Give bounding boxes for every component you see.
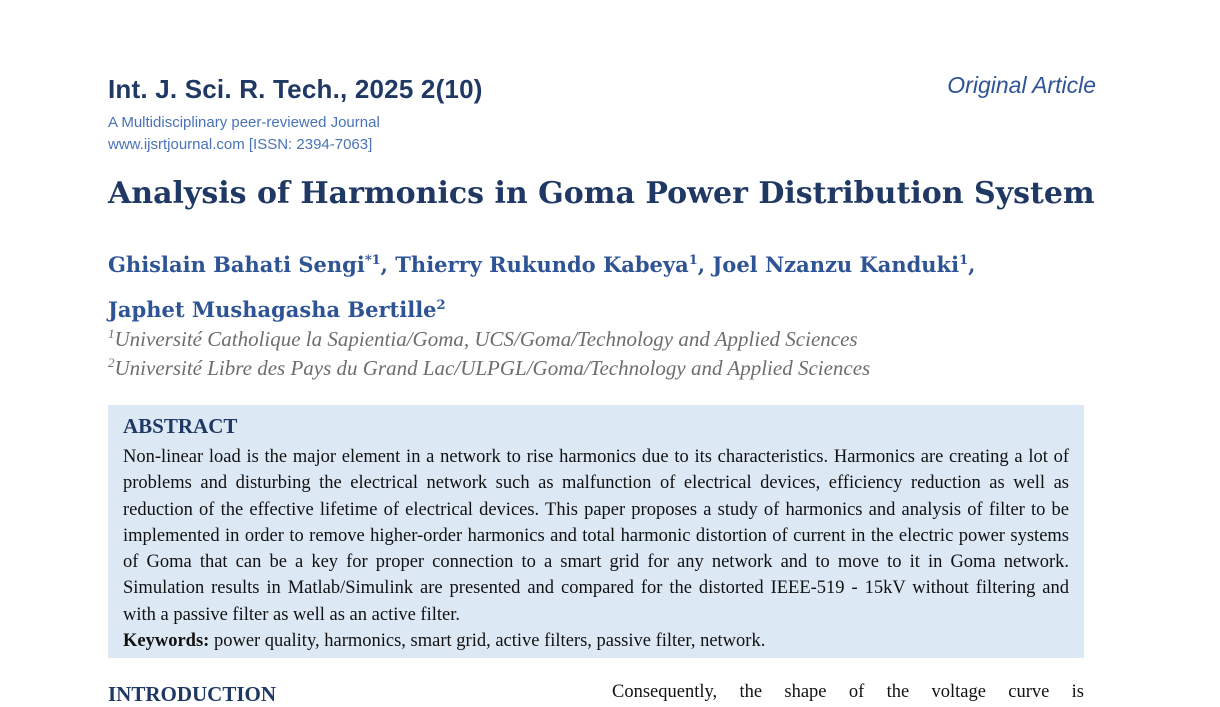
author-affiliation-mark: 2	[436, 298, 446, 313]
article-type-label: Original Article	[947, 72, 1096, 98]
keywords-label: Keywords:	[123, 631, 210, 652]
affiliation-number: 2	[108, 355, 115, 370]
keywords-line	[123, 628, 1069, 654]
affiliation-text: Université Libre des Pays du Grand Lac/ULPGL/Goma/Technology and Applied Sciences	[114, 356, 871, 380]
introduction-heading: INTRODUCTION	[108, 682, 277, 706]
abstract-text: Non-linear load is the major element in a network to rise harmonics due to its characteristics. Harmonics are creating a lot of problems and disturbing the electrical network such as malfunction of electrical devices, efficiency reduction as well as reduction of the effective lifetime of electrical devices. This paper proposes a study of harmonics and analysis of filter to be implemented in order to remove higher-order harmonics and total harmonic distortion of current in the electric power systems of Goma that can be a key for proper connection to a smart grid for any network and to move to it in Goma network. Simulation results in Matlab/Simulink are presented and compared for the distorted IEEE-519 - 15kV without filtering and with a passive filter as well as an active filter.	[123, 447, 1069, 625]
author-name: Thierry Rukundo Kabeya	[395, 252, 689, 277]
author-affiliation-mark: 1	[959, 253, 969, 268]
author-name: Joel Nzanzu Kanduki	[712, 252, 960, 277]
journal-website: www.ijsrtjournal.com [ISSN: 2394-7063]	[108, 136, 373, 153]
journal-title: Int. J. Sci. R. Tech., 2025 2(10)	[108, 74, 483, 104]
author-list	[108, 240, 1108, 330]
author-affiliation-mark: *1	[364, 253, 381, 268]
affiliation-2	[108, 355, 870, 381]
author-separator: ,	[380, 252, 396, 277]
keywords-list: power quality, harmonics, smart grid, active filters, passive filter, network.	[209, 631, 766, 652]
abstract-box	[108, 405, 1084, 658]
affiliation-text: Université Catholique la Sapientia/Goma, UCS/Goma/Technology and Applied Sciences	[114, 327, 858, 351]
author-name: Ghislain Bahati Sengi	[108, 252, 365, 277]
right-column-text: Consequently, the shape of the voltage curve is	[612, 682, 1084, 702]
author-name: Japhet Mushagasha Bertille	[108, 297, 437, 322]
journal-subtitle: A Multidisciplinary peer-reviewed Journal	[108, 114, 380, 131]
affiliation-1	[108, 326, 858, 352]
paper-title: Analysis of Harmonics in Goma Power Distribution System	[108, 176, 1095, 211]
author-separator: ,	[697, 252, 713, 277]
affiliation-number: 1	[108, 326, 115, 341]
author-affiliation-mark: 1	[688, 253, 698, 268]
author-separator: ,	[968, 252, 976, 277]
abstract-heading: ABSTRACT	[123, 414, 238, 438]
